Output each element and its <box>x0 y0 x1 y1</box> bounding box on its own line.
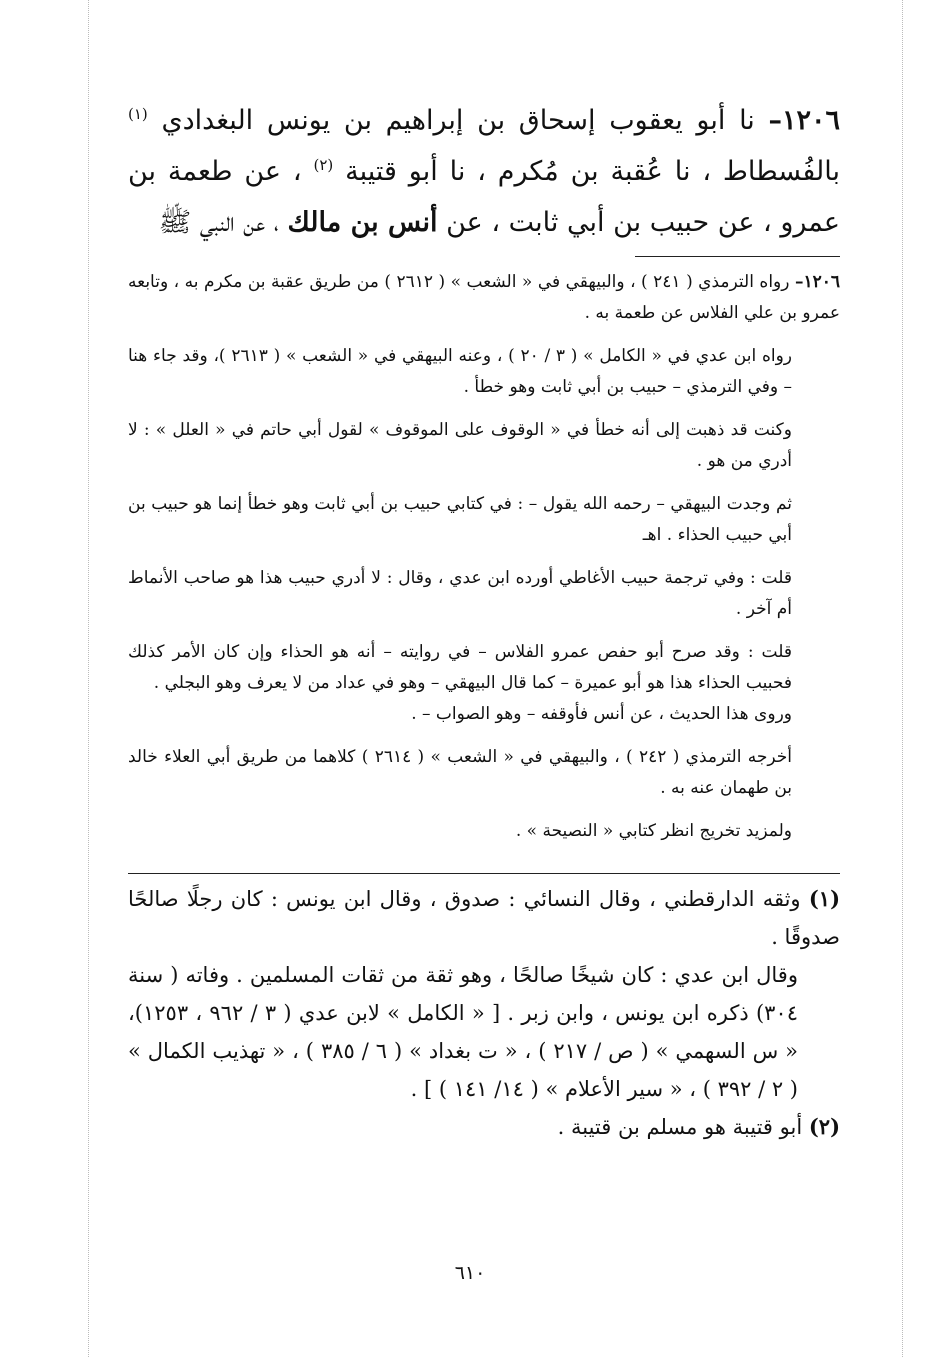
footnote-separator <box>128 873 840 874</box>
footnote-1-paragraph-2: وقال ابن عدي : كان شيخًا صالحًا ، وهو ثقة من ثقات المسلمين . وفاته ( سنة ٣٠٤) ذكره ابن يونس ، وابن زبر . [ « الكامل » لابن عدي ( ٣ / ٩٦٢ ، ١٢٥٣)، « س السهمي » ( ص / ٢١٧ ) ، « ت بغداد » ( ٦ / ٣٨٥ ) ، « تهذيب الكمال » ( ٢ / ٣٩٢ ) ، « سير الأعلام » ( ١٤/ ١٤١ ) ] . <box>128 963 799 1101</box>
page-number: ٦١٠ <box>454 1262 486 1284</box>
hadith-tail: ، عن النبي ﷺ <box>158 207 288 238</box>
takhrij-paragraph-6: قلت : وقد صرح أبو حفص عمرو الفلاس – في روايته – أنه هو الحذاء وإن كان الأمر كذلك فحبيب الحذاء هذا هو أبو عميرة – كما قال البيهقي – وهو في عداد من لا يعرف وهو البجلي . <box>128 642 792 693</box>
footnote-1-number: (١) <box>808 886 840 911</box>
takhrij-paragraph-1: ١٢٠٦– رواه الترمذي ( ٢٤١ ) ، والبيهقي في « الشعب » ( ٢٦١٢ ) من طريق عقبة بن مكرم به ، وتابعه عمرو بن علي الفلاس عن طعمة به . <box>128 272 840 323</box>
footnote-ref-1[interactable]: (١) <box>128 105 148 123</box>
takhrij-paragraph-2: رواه ابن عدي في « الكامل » ( ٣ / ٢٠ ) ، وعنه البيهقي في « الشعب » ( ٢٦١٣ )، وقد جاء هنا – وفي الترمذي – حبيب بن أبي ثابت وهو خطأ . <box>128 346 792 397</box>
hadith-line2-tail: ، عن طعمة بن عمرو ، عن حبيب بن أبي ثابت ، عن <box>128 156 840 238</box>
takhrij-paragraph-8: أخرجه الترمذي ( ٢٤٢ ) ، والبيهقي في « الشعب » ( ٢٦١٤ ) كلاهما من طريق أبي العلاء خالد بن طهمان عنه به . <box>128 747 792 798</box>
hadith-text <box>128 95 840 248</box>
takhrij-paragraph-5: قلت : وفي ترجمة حبيب الأغاطي أورده ابن عدي ، وقال : لا أدري حبيب هذا هو صاحب الأنماط أم آخر . <box>128 568 792 619</box>
footnote-1: (١) وثقه الدارقطني ، وقال النسائي : صدوق ، وقال ابن يونس : كان رجلًا صالحًا صدوقًا . <box>128 886 840 949</box>
takhrij-paragraph-4: ثم وجدت البيهقي – رحمه الله يقول – : في كتابي حبيب بن أبي ثابت وهو خطأ إنما هو حبيب بن أبي حبيب الحذاء . اهـ <box>128 494 792 545</box>
takhrij-paragraph-9: ولمزيد تخريج انظر كتابي « النصيحة » . <box>515 821 792 841</box>
takhrij-paragraph-3: وكنت قد ذهبت إلى أنه خطأ في « الوقوف على الموقوف » لقول أبي حاتم في « العلل » : لا أدري من هو . <box>128 420 792 471</box>
book-page <box>128 95 840 1146</box>
hadith-number: ١٢٠٦– <box>768 105 840 136</box>
takhrij-number: ١٢٠٦– <box>794 272 840 292</box>
takhrij-section <box>128 267 840 847</box>
hadith-line2: بالفُسطاط ، نا عُقبة بن مُكرم ، نا أبو قتيبة <box>333 156 840 187</box>
hadith-narrator: أنس بن مالك <box>287 207 438 238</box>
takhrij-paragraph-7: وروى هذا الحديث ، عن أنس فأوقفه – وهو الصواب – . <box>411 704 792 724</box>
footnote-2-number: (٢) <box>808 1114 840 1139</box>
footnote-2: (٢) أبو قتيبة هو مسلم بن قتيبة . <box>557 1114 840 1139</box>
footnotes-section <box>128 880 840 1146</box>
hadith-line1: نا أبو يعقوب إسحاق بن إبراهيم بن يونس البغدادي <box>147 105 769 136</box>
margin-guide-right <box>902 0 903 1357</box>
hadith-separator <box>635 256 840 257</box>
margin-guide-left <box>88 0 89 1357</box>
footnote-ref-2[interactable]: (٢) <box>313 156 334 174</box>
